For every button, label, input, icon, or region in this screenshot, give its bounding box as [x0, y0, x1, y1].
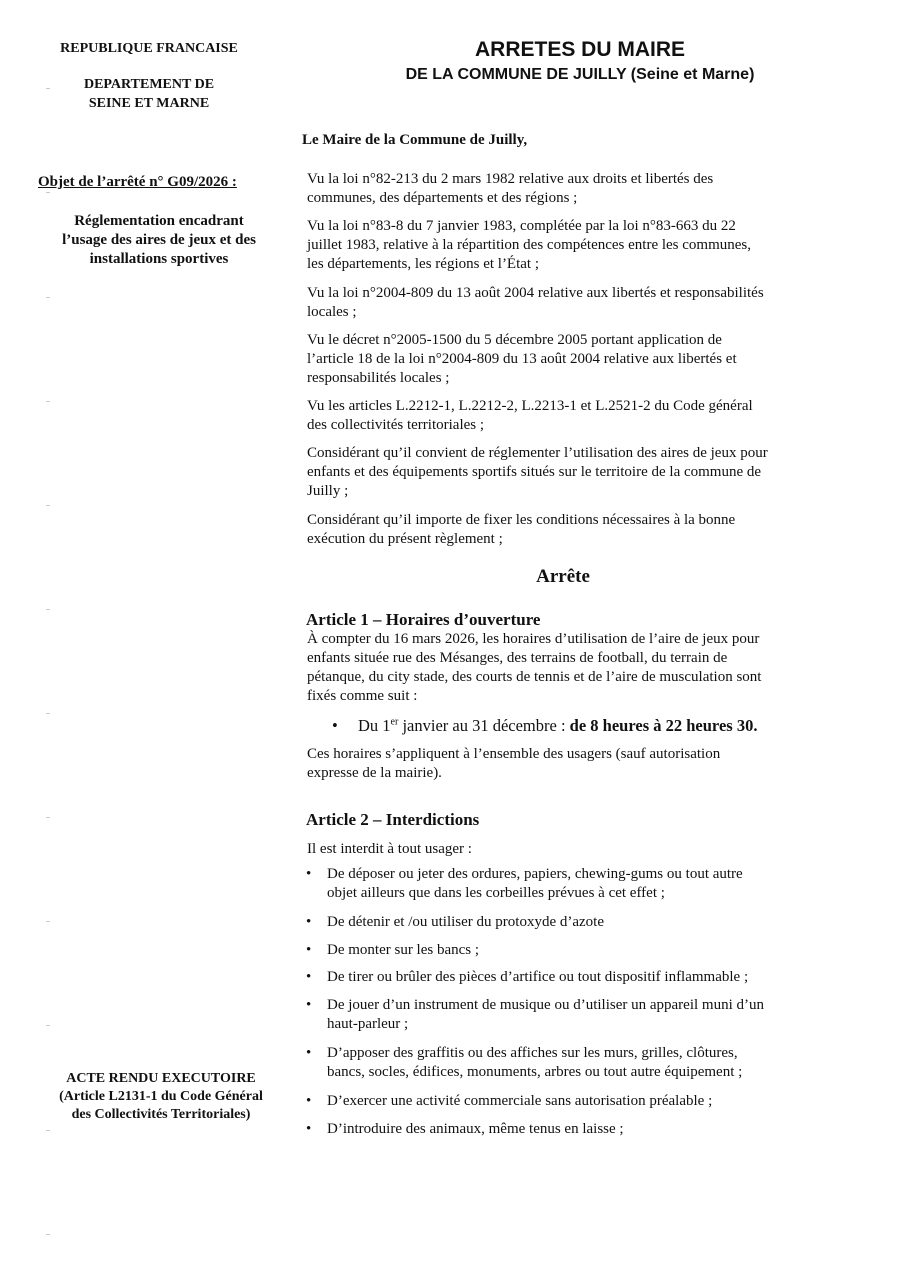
- objet-line: l’usage des aires de jeux et des: [62, 232, 256, 248]
- scan-mark: [46, 401, 50, 402]
- scan-mark: [46, 1025, 50, 1026]
- considerant-paragraph: [307, 511, 819, 549]
- visa-line: les départements, les régions et l’État ;: [307, 256, 540, 272]
- scan-mark: [46, 192, 50, 193]
- visa-line: Considérant qu’il importe de fixer les conditions nécessaires à la bonne: [307, 512, 736, 528]
- departement-line-2: SEINE ET MARNE: [88, 96, 210, 111]
- visa-paragraph: [307, 170, 819, 208]
- visa-line: Juilly ;: [307, 483, 349, 499]
- article-2-intro: Il est interdit à tout usager :: [307, 841, 472, 857]
- arrete-heading: Arrête: [536, 566, 590, 587]
- bullet-icon: •: [306, 914, 312, 930]
- list-item: [306, 941, 818, 960]
- visa-line: l’article 18 de la loi n°2004-809 du 13 août 2004 relative aux libertés et: [307, 351, 737, 367]
- item-line: De détenir et /ou utiliser du protoxyde d’azote: [327, 914, 604, 930]
- objet-label: Objet de l’arrêté n° G09/2026 :: [38, 174, 237, 190]
- bullet-icon: •: [306, 1121, 312, 1137]
- scan-mark: [46, 1130, 50, 1131]
- schedule-mid: janvier au 31 décembre :: [398, 716, 570, 735]
- article-1-body: [307, 630, 819, 706]
- visa-line: juillet 1983, relative à la répartition des compétences entre les communes,: [307, 237, 752, 253]
- objet-line: Réglementation encadrant: [74, 213, 244, 229]
- item-line: De jouer d’un instrument de musique ou d’utiliser un appareil muni d’un: [327, 997, 764, 1013]
- article-1-schedule: [332, 716, 757, 736]
- visa-line: enfants et des équipements sportifs situés sur le territoire de la commune de: [307, 464, 762, 480]
- visa-line: Vu la loi n°83-8 du 7 janvier 1983, complétée par la loi n°83-663 du 22: [307, 218, 736, 234]
- scan-mark: [46, 817, 50, 818]
- item-line: bancs, socles, édifices, monuments, arbres ou tout autre équipement ;: [327, 1064, 743, 1080]
- bullet-icon: •: [306, 969, 312, 985]
- visa-line: des collectivités territoriales ;: [307, 417, 485, 433]
- list-item: [306, 913, 818, 932]
- item-line: objet ailleurs que dans les corbeilles prévues à cet effet ;: [327, 885, 665, 901]
- acte-line-2: (Article L2131-1 du Code Général: [59, 1089, 263, 1104]
- article-1-note: [307, 745, 819, 783]
- scan-mark: [46, 297, 50, 298]
- visa-line: Vu la loi n°2004-809 du 13 août 2004 relative aux libertés et responsabilités: [307, 285, 764, 301]
- item-line: De déposer ou jeter des ordures, papiers, chewing-gums ou tout autre: [327, 866, 743, 882]
- item-line: D’exercer une activité commerciale sans autorisation préalable ;: [327, 1093, 713, 1109]
- article-1-line: pétanque, du city stade, des courts de tennis et de l’aire de musculation sont: [307, 669, 762, 685]
- visa-line: responsabilités locales ;: [307, 370, 450, 386]
- item-line: haut-parleur ;: [327, 1016, 409, 1032]
- bullet-icon: •: [306, 866, 312, 882]
- scan-mark: [46, 1234, 50, 1235]
- note-line: Ces horaires s’appliquent à l’ensemble des usagers (sauf autorisation: [307, 746, 721, 762]
- scan-mark: [46, 921, 50, 922]
- republique-header: REPUBLIQUE FRANCAISE: [60, 41, 238, 56]
- bullet-icon: •: [332, 716, 338, 735]
- item-line: D’introduire des animaux, même tenus en laisse ;: [327, 1121, 624, 1137]
- objet-text: [45, 212, 273, 269]
- visa-paragraph: [307, 217, 819, 274]
- maire-heading: Le Maire de la Commune de Juilly,: [302, 132, 528, 148]
- list-item: [306, 1120, 818, 1139]
- note-line: expresse de la mairie).: [307, 765, 442, 781]
- acte-line-1: ACTE RENDU EXECUTOIRE: [66, 1071, 256, 1086]
- scan-mark: [46, 88, 50, 89]
- scan-mark: [46, 505, 50, 506]
- article-1-line: À compter du 16 mars 2026, les horaires d’utilisation de l’aire de jeux pour: [307, 631, 760, 647]
- visa-line: Vu la loi n°82-213 du 2 mars 1982 relative aux droits et libertés des: [307, 171, 714, 187]
- list-item: [306, 865, 818, 903]
- article-2-title: Article 2 – Interdictions: [306, 810, 480, 829]
- item-line: D’apposer des graffitis ou des affiches sur les murs, grilles, clôtures,: [327, 1045, 738, 1061]
- visa-paragraph: [307, 397, 819, 435]
- visa-paragraph: [307, 284, 819, 322]
- schedule-prefix: Du 1: [358, 716, 391, 735]
- page-subtitle: DE LA COMMUNE DE JUILLY (Seine et Marne): [405, 66, 755, 83]
- article-1-title: Article 1 – Horaires d’ouverture: [306, 610, 541, 629]
- article-1-line: enfants située rue des Mésanges, des terrains de football, du terrain de: [307, 650, 728, 666]
- acte-executoire: [42, 1070, 280, 1124]
- visa-paragraph: [307, 331, 819, 388]
- visa-line: Considérant qu’il convient de réglementer l’utilisation des aires de jeux pour: [307, 445, 768, 461]
- bullet-icon: •: [306, 942, 312, 958]
- article-1-line: fixés comme suit :: [307, 688, 418, 704]
- page-title: ARRETES DU MAIRE: [474, 38, 685, 61]
- acte-line-3: des Collectivités Territoriales): [71, 1107, 251, 1122]
- visa-line: communes, des départements et des régions ;: [307, 190, 578, 206]
- visa-line: locales ;: [307, 304, 357, 320]
- objet-line: installations sportives: [89, 251, 229, 267]
- visa-line: Vu le décret n°2005-1500 du 5 décembre 2005 portant application de: [307, 332, 722, 348]
- scan-mark: [46, 609, 50, 610]
- list-item: [306, 1044, 818, 1082]
- schedule-end: .: [753, 716, 758, 735]
- schedule-sup: er: [390, 716, 399, 728]
- list-item: [306, 996, 818, 1034]
- departement-line-1: DEPARTEMENT DE: [83, 77, 215, 92]
- list-item: [306, 968, 818, 987]
- item-line: De tirer ou brûler des pièces d’artifice ou tout dispositif inflammable ;: [327, 969, 749, 985]
- departement-header: [40, 75, 258, 113]
- scan-mark: [46, 713, 50, 714]
- bullet-icon: •: [306, 1093, 312, 1109]
- visa-line: exécution du présent règlement ;: [307, 531, 503, 547]
- visa-line: Vu les articles L.2212-1, L.2212-2, L.2213-1 et L.2521-2 du Code général: [307, 398, 753, 414]
- considerant-paragraph: [307, 444, 819, 501]
- bullet-icon: •: [306, 1045, 312, 1061]
- schedule-hours: de 8 heures à 22 heures 30: [569, 716, 754, 735]
- list-item: [306, 1092, 818, 1111]
- item-line: De monter sur les bancs ;: [327, 942, 480, 958]
- bullet-icon: •: [306, 997, 312, 1013]
